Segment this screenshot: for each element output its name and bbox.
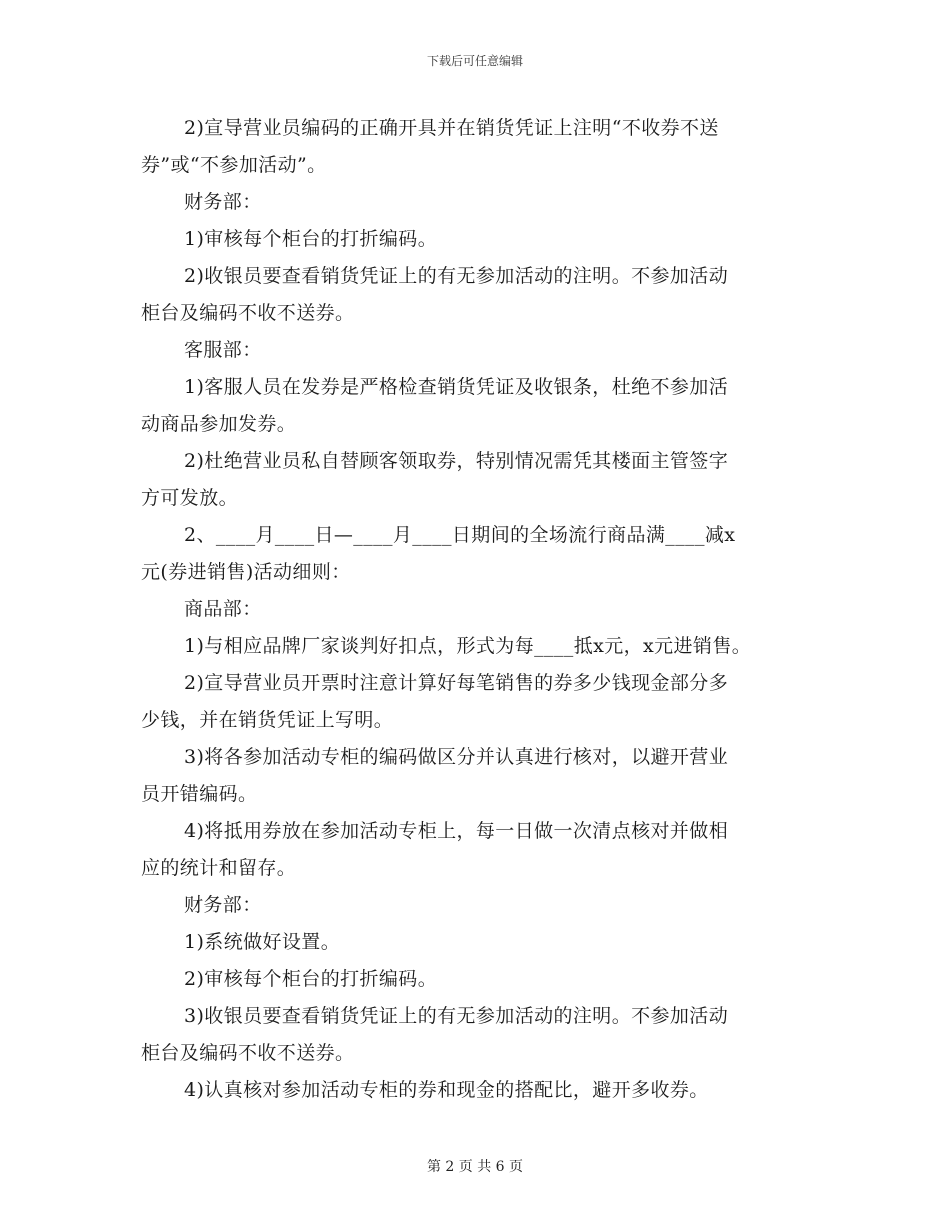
paragraph-line: 1)与相应品牌厂家谈判好扣点，形式为每____抵x元，x元进销售。 (184, 635, 752, 657)
paragraph-line: 券”或“不参加活动”。 (141, 154, 327, 176)
page-footer: 第 2 页 共 6 页 (426, 1159, 524, 1175)
paragraph-line: 元(券进销售)活动细则： (141, 561, 351, 583)
paragraph-line: 柜台及编码不收不送券。 (141, 302, 355, 324)
paragraph-line: 1)系统做好设置。 (184, 931, 341, 953)
paragraph-line: 2)杜绝营业员私自替顾客领取券，特别情况需凭其楼面主管签字 (184, 450, 729, 472)
paragraph-line: 2)收银员要查看销货凭证上的有无参加活动的注明。不参加活动 (184, 265, 729, 287)
paragraph-line: 柜台及编码不收不送券。 (141, 1042, 355, 1064)
paragraph-line: 1)客服人员在发券是严格检查销货凭证及收银条，杜绝不参加活 (184, 376, 729, 398)
paragraph-line: 应的统计和留存。 (141, 857, 297, 879)
paragraph-line: 4)将抵用券放在参加活动专柜上，每一日做一次清点核对并做相 (184, 820, 729, 842)
paragraph-line: 1)审核每个柜台的打折编码。 (184, 228, 438, 250)
section-heading: 财务部： (184, 894, 262, 916)
section-heading: 商品部： (184, 598, 262, 620)
document-body (141, 110, 821, 1109)
paragraph-line: 2)宣导营业员开票时注意计算好每笔销售的券多少钱现金部分多 (184, 672, 729, 694)
paragraph-line: 4)认真核对参加活动专柜的券和现金的搭配比，避开多收券。 (184, 1079, 709, 1101)
paragraph-line: 少钱，并在销货凭证上写明。 (141, 709, 394, 731)
paragraph-line: 2)审核每个柜台的打折编码。 (184, 968, 438, 990)
paragraph-line: 员开错编码。 (141, 783, 258, 805)
paragraph-line: 3)将各参加活动专柜的编码做区分并认真进行核对，以避开营业 (184, 746, 729, 768)
paragraph-line: 动商品参加发券。 (141, 413, 297, 435)
paragraph-line: 方可发放。 (141, 487, 239, 509)
paragraph-line: 3)收银员要查看销货凭证上的有无参加活动的注明。不参加活动 (184, 1005, 729, 1027)
page-header: 下载后可任意编辑 (426, 54, 523, 68)
section-heading: 客服部： (184, 339, 262, 361)
paragraph-line: 2)宣导营业员编码的正确开具并在销货凭证上注明“不收券不送 (184, 117, 719, 139)
numbered-heading: 2、____月____日—____月____日期间的全场流行商品满____减x (184, 524, 736, 546)
section-heading: 财务部： (184, 191, 262, 213)
